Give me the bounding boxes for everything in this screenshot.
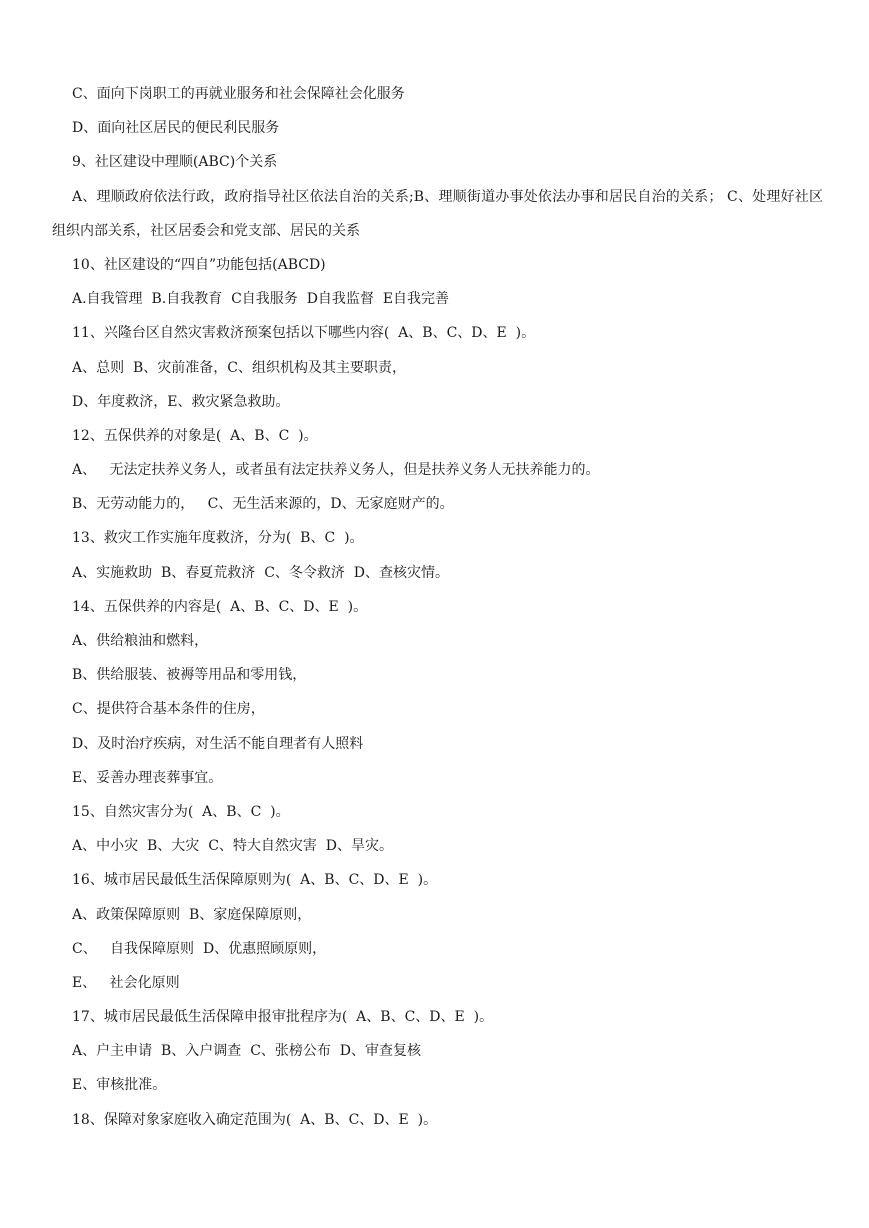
question-heading: 18、保障对象家庭收入确定范围为( A、B、C、D、E )。: [72, 1111, 438, 1128]
text-line: D、年度救济，E、救灾紧急救助。: [72, 393, 290, 410]
question-heading: 10、社区建设的“四自”功能包括(ABCD): [72, 256, 326, 273]
text-line: A、 无法定扶养义务人，或者虽有法定扶养义务人，但是扶养义务人无扶养能力的。: [72, 462, 600, 479]
question-heading: 9、社区建设中理顺(ABC)个关系: [72, 154, 278, 171]
text-line: D、面向社区居民的便民利民服务: [72, 120, 280, 137]
question-heading: 16、城市居民最低生活保障原则为( A、B、C、D、E )。: [72, 872, 438, 889]
question-heading: 14、五保供养的内容是( A、B、C、D、E )。: [72, 598, 368, 615]
text-line: E、审核批准。: [72, 1077, 167, 1094]
text-line: A、户主申请 B、入户调查 C、张榜公布 D、审查复核: [72, 1043, 422, 1060]
text-line: B、供给服装、被褥等用品和零用钱，: [72, 667, 307, 684]
text-line: A、供给粮油和燃料，: [72, 633, 209, 650]
text-line: A、中小灾 B、大灾 C、特大自然灾害 D、旱灾。: [72, 838, 394, 855]
text-line: D、及时治疗疾病，对生活不能自理者有人照料: [72, 735, 364, 752]
question-heading: 13、救灾工作实施年度救济，分为( B、C )。: [72, 530, 364, 547]
question-heading: 11、兴隆台区自然灾害救济预案包括以下哪些内容( A、B、C、D、E )。: [72, 325, 536, 342]
text-line: C、面向下岗职工的再就业服务和社会保障社会化服务: [72, 86, 405, 102]
question-heading: 15、自然灾害分为( A、B、C )。: [72, 803, 290, 820]
text-paragraph: A、理顺政府依法行政，政府指导社区依法自治的关系;B、理顺街道办事处依法办事和居民自治的关系； C、处理好社区组织内部关系，社区居委会和党支部、居民的关系: [52, 188, 823, 239]
text-line: A.自我管理 B.自我教育 C自我服务 D自我监督 E自我完善: [72, 291, 450, 308]
text-line: C、 自我保障原则 D、优惠照顾原则，: [72, 940, 327, 957]
text-line: A、实施救助 B、春夏荒救济 C、冬令救济 D、查核灾情。: [72, 564, 450, 581]
text-line: A、总则 B、灾前准备，C、组织机构及其主要职责，: [72, 359, 407, 376]
text-line: E、妥善办理丧葬事宜。: [72, 769, 223, 786]
text-line: B、无劳动能力的， C、无生活来源的，D、无家庭财产的。: [72, 496, 454, 513]
question-heading: 17、城市居民最低生活保障申报审批程序为( A、B、C、D、E )。: [72, 1009, 494, 1026]
question-heading: 12、五保供养的对象是( A、B、C )。: [72, 427, 318, 444]
text-line: E、 社会化原则: [72, 974, 180, 991]
text-line: C、提供符合基本条件的住房，: [72, 701, 265, 718]
text-line: A、政策保障原则 B、家庭保障原则，: [72, 906, 312, 923]
